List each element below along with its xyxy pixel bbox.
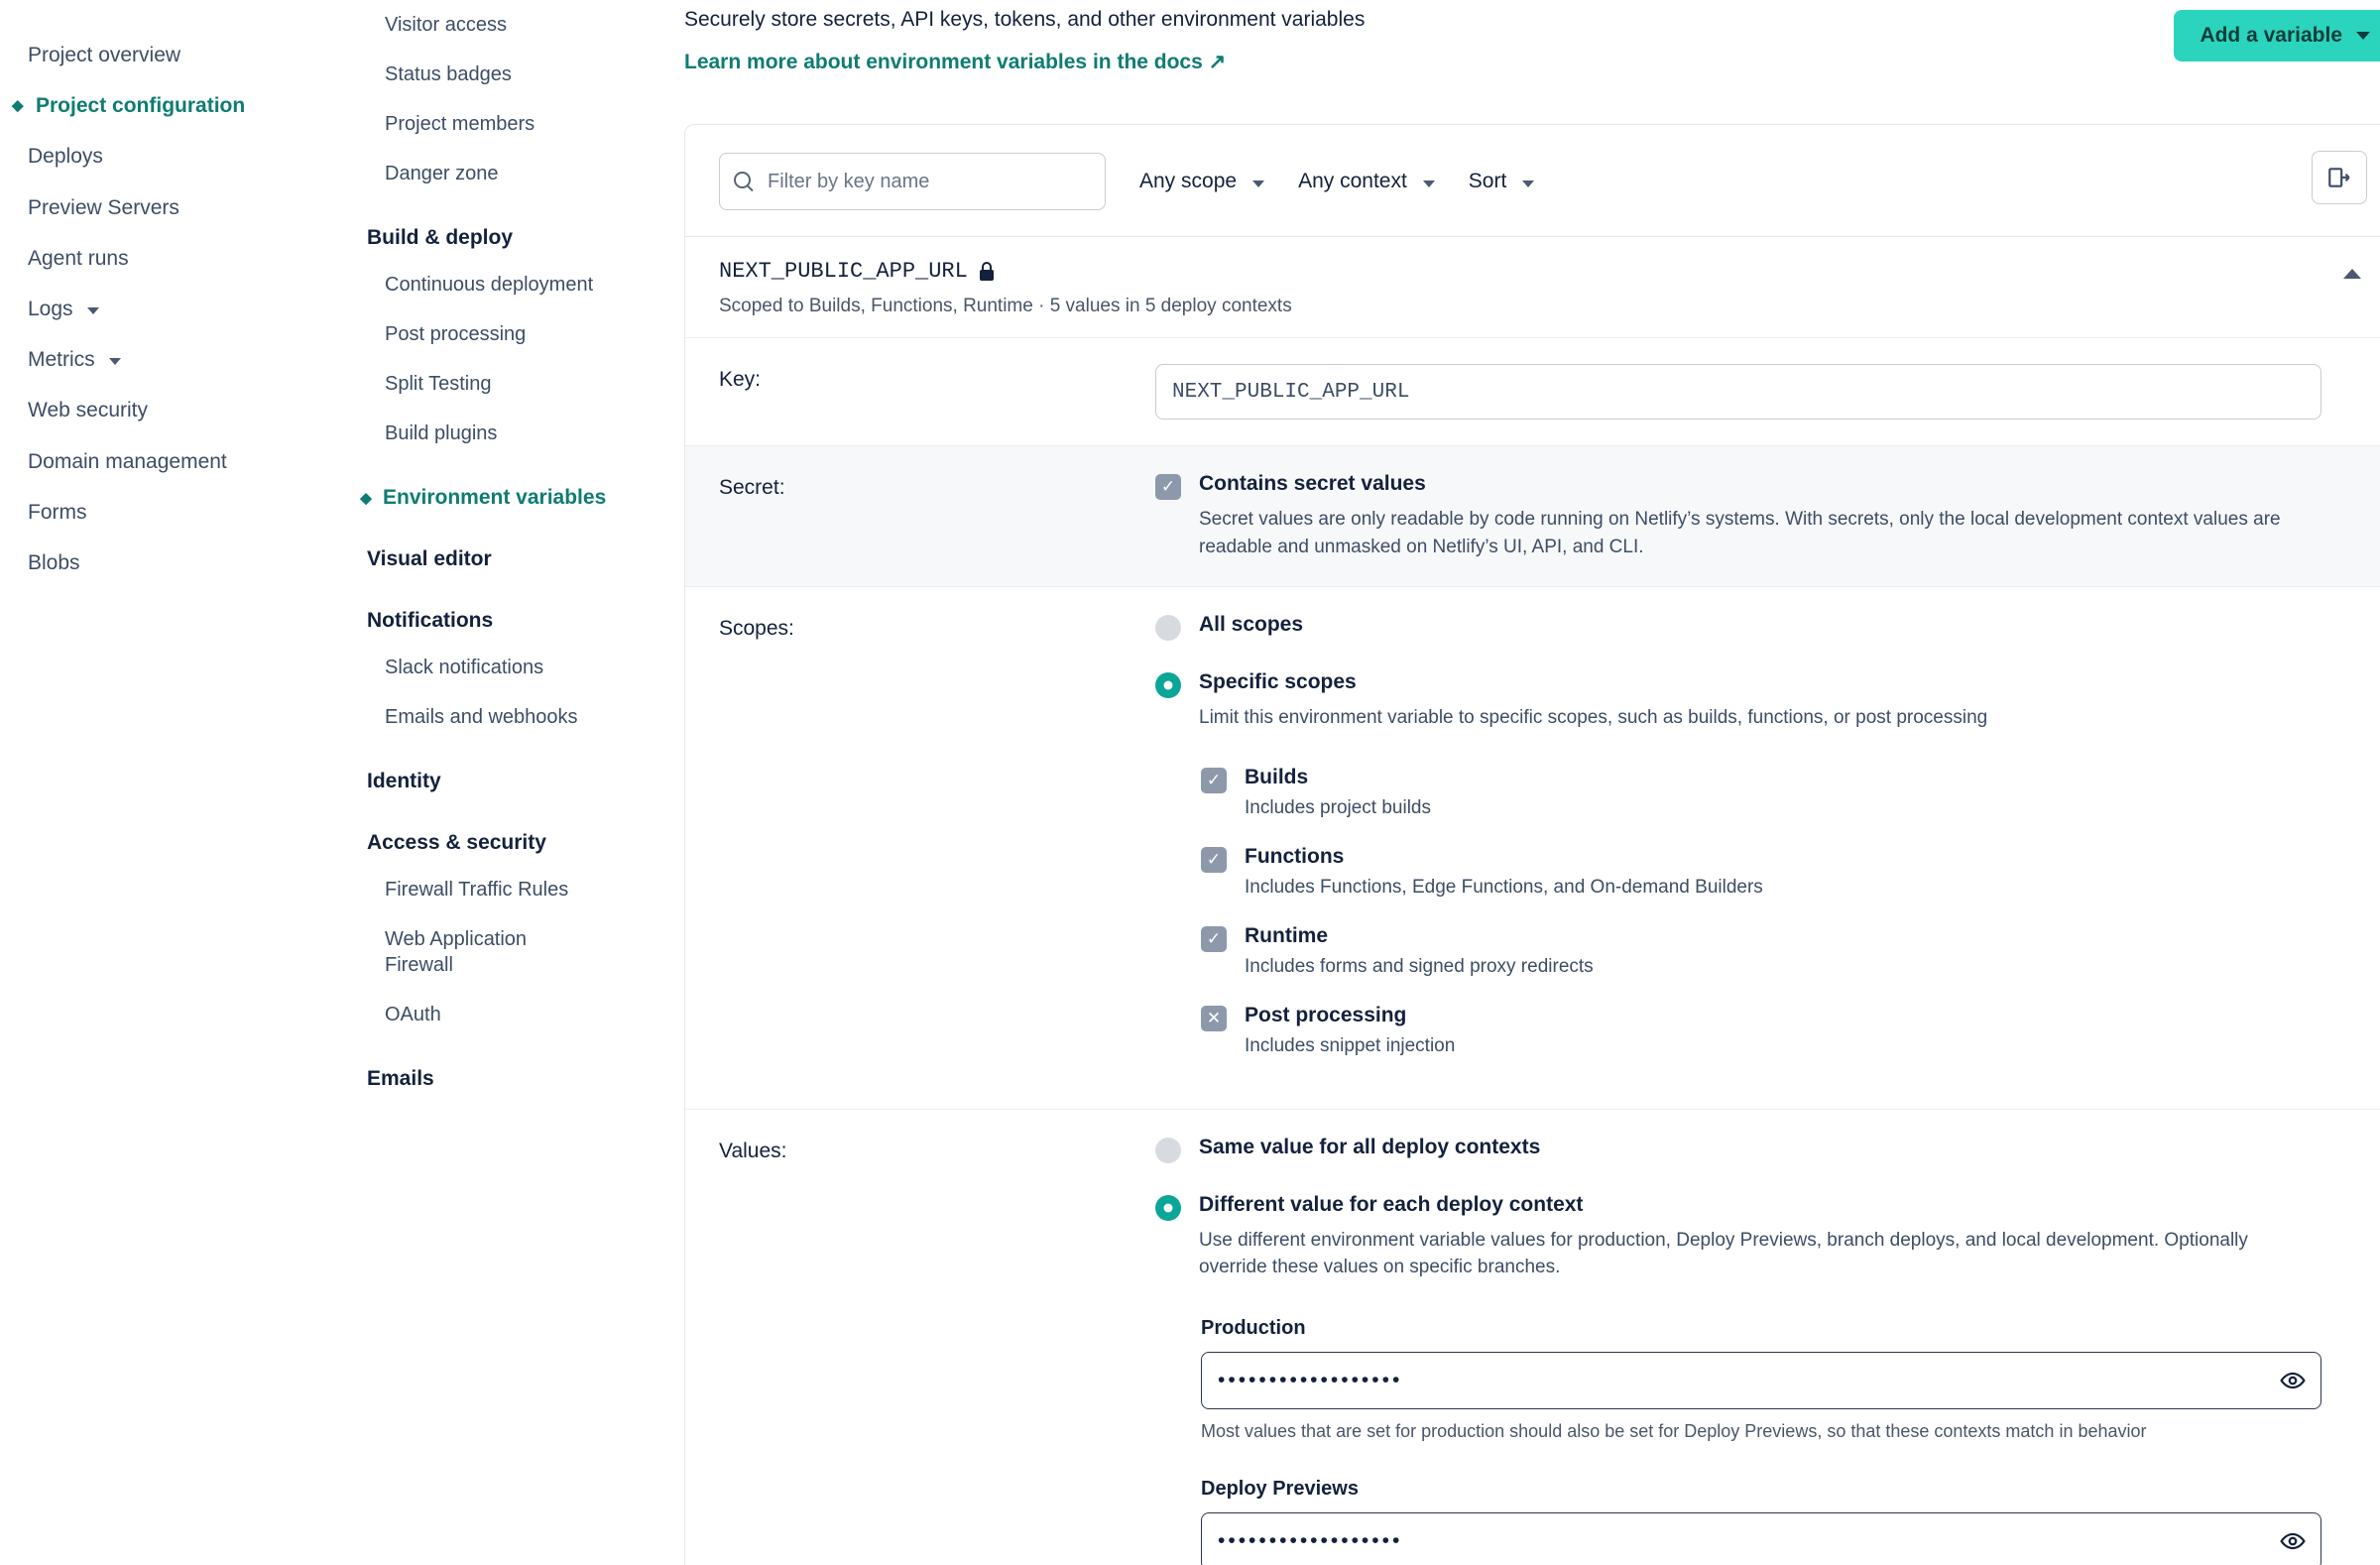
scopes-row xyxy=(685,586,2380,1109)
context-production-input[interactable] xyxy=(1201,1352,2321,1409)
primary-sidebar xyxy=(0,0,357,1565)
scope-functions-description: Includes Functions, Edge Functions, and On-demand Builders xyxy=(1245,876,1763,898)
sidebar-item-label: Preview Servers xyxy=(28,195,179,219)
sidebar-item-label: Deploys xyxy=(28,145,103,169)
checkbox-checked-icon[interactable]: ✓ xyxy=(1155,474,1181,500)
variables-card xyxy=(684,124,2380,1565)
scope-runtime-description: Includes forms and signed proxy redirects xyxy=(1245,955,1594,977)
values-option-same[interactable] xyxy=(1155,1136,2321,1163)
sidebar-item-label: Domain management xyxy=(28,449,227,473)
sidebar-item-label: Metrics xyxy=(28,348,95,372)
sidebar-item-emails-and-webhooks[interactable]: Emails and webhooks xyxy=(385,706,578,728)
sidebar-item-label: Project configuration xyxy=(36,94,246,118)
sidebar-group-identity[interactable]: Identity xyxy=(367,770,441,792)
sidebar-item-label: Blobs xyxy=(28,550,80,574)
sidebar-item-environment-variables[interactable] xyxy=(357,458,684,520)
sidebar-item-status-badges[interactable]: Status badges xyxy=(385,63,512,85)
context-filter-dropdown[interactable] xyxy=(1298,170,1435,193)
scope-option-specific[interactable] xyxy=(1155,670,2321,732)
sidebar-item-continuous-deployment[interactable]: Continuous deployment xyxy=(385,274,594,296)
scope-builds-description: Includes project builds xyxy=(1245,796,1431,818)
radio-selected-icon[interactable] xyxy=(1155,1195,1181,1221)
chevron-down-icon xyxy=(109,358,121,365)
values-option-different-description: Use different environment variable values for production, Deploy Previews, branch deploys, and local development. Optionally override these values on specific branches. xyxy=(1199,1229,2248,1278)
scope-functions-title: Functions xyxy=(1245,844,1345,868)
sidebar-item-visitor-access[interactable]: Visitor access xyxy=(385,14,508,36)
main-content xyxy=(684,0,2380,1565)
sidebar-group-visual-editor[interactable]: Visual editor xyxy=(367,547,492,570)
secret-body xyxy=(1155,472,2361,560)
active-marker-icon: ◆ xyxy=(12,96,24,114)
values-body xyxy=(1155,1136,2361,1565)
sidebar-item-blobs[interactable] xyxy=(28,538,357,588)
values-label: Values: xyxy=(719,1139,787,1162)
sidebar-item-project-members[interactable]: Project members xyxy=(385,113,536,135)
search-icon xyxy=(734,172,754,191)
chevron-down-icon xyxy=(2356,32,2370,40)
import-export-icon xyxy=(2326,165,2352,190)
lock-icon xyxy=(978,261,996,283)
search-field[interactable] xyxy=(719,153,1106,210)
sidebar-item-label: Forms xyxy=(28,500,87,524)
values-row xyxy=(685,1109,2380,1565)
checkbox-checked-icon[interactable]: ✓ xyxy=(1201,768,1227,793)
scope-checkbox-post-processing[interactable] xyxy=(1201,1004,2321,1057)
sidebar-item-metrics[interactable] xyxy=(28,334,357,385)
variable-header[interactable] xyxy=(685,237,2380,337)
radio-selected-icon[interactable] xyxy=(1155,672,1181,698)
page-intro xyxy=(684,0,2380,74)
variables-toolbar xyxy=(685,125,2380,236)
sidebar-item-build-plugins[interactable]: Build plugins xyxy=(385,422,498,444)
context-production xyxy=(1201,1317,2321,1442)
variable-name-row xyxy=(719,259,2361,284)
sidebar-item-label: Environment variables xyxy=(383,486,607,509)
chevron-down-icon xyxy=(1252,181,1264,187)
scope-checkbox-functions[interactable] xyxy=(1201,845,2321,899)
sidebar-item-label: Agent runs xyxy=(28,246,129,270)
context-deploy-previews-label: Deploy Previews xyxy=(1201,1477,1359,1500)
scope-option-specific-label: Specific scopes xyxy=(1199,670,1357,694)
sidebar-item-firewall-traffic-rules[interactable]: Firewall Traffic Rules xyxy=(385,879,569,901)
scope-option-all-label: All scopes xyxy=(1199,613,1304,637)
sidebar-item-label: Project overview xyxy=(28,44,181,66)
sidebar-group-notifications[interactable]: Notifications xyxy=(367,609,494,632)
checkbox-checked-icon[interactable]: ✓ xyxy=(1201,847,1227,873)
scope-checkbox-list xyxy=(1201,766,2321,1057)
eye-icon[interactable] xyxy=(2280,1528,2306,1554)
radio-unselected-icon[interactable] xyxy=(1155,1138,1181,1163)
sidebar-item-slack-notifications[interactable]: Slack notifications xyxy=(385,657,544,678)
context-production-help: Most values that are set for production should also be set for Deploy Previews, so that these contexts match in behavior xyxy=(1201,1420,2147,1441)
secret-option-title: Contains secret values xyxy=(1199,472,1426,495)
context-deploy-previews-input[interactable] xyxy=(1201,1512,2321,1565)
add-variable-label: Add a variable xyxy=(2200,24,2342,47)
add-variable-button[interactable] xyxy=(2174,10,2380,61)
key-input[interactable] xyxy=(1155,364,2321,420)
sidebar-item-project-configuration[interactable] xyxy=(12,80,357,131)
context-production-label: Production xyxy=(1201,1316,1306,1339)
sort-dropdown[interactable] xyxy=(1469,170,1535,193)
sidebar-item-oauth[interactable]: OAuth xyxy=(385,1004,441,1025)
search-input[interactable] xyxy=(766,170,1091,194)
sidebar-item-label: Logs xyxy=(28,297,73,320)
sidebar-group-access-and-security[interactable]: Access & security xyxy=(367,831,546,854)
values-option-same-label: Same value for all deploy contexts xyxy=(1199,1135,1541,1158)
active-marker-icon: ◆ xyxy=(360,490,372,507)
scopes-label: Scopes: xyxy=(719,617,794,641)
sidebar-item-deploys[interactable] xyxy=(28,131,357,181)
variable-name: NEXT_PUBLIC_APP_URL xyxy=(719,259,968,284)
scopes-body xyxy=(1155,613,2361,1083)
chevron-down-icon xyxy=(1423,181,1435,187)
sidebar-group-emails[interactable]: Emails xyxy=(367,1067,434,1090)
radio-unselected-icon[interactable] xyxy=(1155,615,1181,641)
context-deploy-previews xyxy=(1201,1478,2321,1565)
sidebar-item-logs[interactable] xyxy=(28,284,357,334)
scope-filter-label: Any scope xyxy=(1139,170,1238,192)
scope-filter-dropdown[interactable] xyxy=(1139,170,1264,193)
sidebar-item-domain-management[interactable] xyxy=(28,436,357,487)
secret-row xyxy=(685,445,2380,586)
sidebar-group-build-and-deploy[interactable]: Build & deploy xyxy=(367,226,513,249)
chevron-down-icon xyxy=(87,307,99,314)
docs-link[interactable]: Learn more about environment variables in the docs ↗ xyxy=(684,51,1227,73)
chevron-down-icon xyxy=(1522,181,1534,187)
context-filter-label: Any context xyxy=(1298,170,1407,192)
scope-post-processing-description: Includes snippet injection xyxy=(1245,1034,1456,1056)
sidebar-item-danger-zone[interactable]: Danger zone xyxy=(385,163,499,184)
scope-runtime-title: Runtime xyxy=(1245,923,1328,947)
scope-option-all[interactable] xyxy=(1155,613,2321,641)
sidebar-item-post-processing[interactable]: Post processing xyxy=(385,323,527,345)
sort-label: Sort xyxy=(1468,170,1507,192)
secret-checkbox-row[interactable] xyxy=(1155,472,2321,560)
scope-checkbox-builds[interactable] xyxy=(1201,766,2321,819)
scope-post-processing-title: Post processing xyxy=(1245,1003,1407,1026)
variable-meta: Scoped to Builds, Functions, Runtime · 5 values in 5 deploy contexts xyxy=(719,296,1292,316)
sidebar-item-preview-servers[interactable] xyxy=(28,182,357,233)
sidebar-item-agent-runs[interactable] xyxy=(28,233,357,284)
sidebar-item-split-testing[interactable]: Split Testing xyxy=(385,373,492,395)
checkbox-checked-icon[interactable]: ✓ xyxy=(1201,926,1227,952)
values-option-different[interactable] xyxy=(1155,1193,2321,1281)
eye-icon[interactable] xyxy=(2280,1368,2306,1393)
import-export-button[interactable] xyxy=(2312,151,2367,204)
scope-builds-title: Builds xyxy=(1245,765,1309,788)
sidebar-item-forms[interactable] xyxy=(28,487,357,538)
chevron-up-icon[interactable] xyxy=(2343,269,2361,279)
sidebar-item-label: Web security xyxy=(28,399,148,422)
sidebar-item-web-application-firewall[interactable]: Web Application Firewall xyxy=(385,928,528,976)
key-row xyxy=(685,337,2380,445)
values-option-different-label: Different value for each deploy context xyxy=(1199,1192,1584,1216)
checkbox-unchecked-icon[interactable]: ✕ xyxy=(1201,1006,1227,1031)
secret-option-description: Secret values are only readable by code running on Netlify’s systems. With secrets, only the local development context values are readable and unmasked on Netlify’s UI, API, and CLI. xyxy=(1199,509,2281,557)
key-body xyxy=(1155,364,2361,420)
page-description: Securely store secrets, API keys, tokens, and other environment variables xyxy=(684,8,1366,31)
key-label: Key: xyxy=(719,368,762,391)
scope-checkbox-runtime[interactable] xyxy=(1201,924,2321,978)
scope-option-specific-description: Limit this environment variable to specific scopes, such as builds, functions, or post processing xyxy=(1199,707,1988,729)
sidebar-item-web-security[interactable] xyxy=(28,385,357,435)
secondary-sidebar xyxy=(357,0,684,1565)
secret-label: Secret: xyxy=(719,476,785,499)
sidebar-item-project-overview[interactable] xyxy=(28,30,357,80)
